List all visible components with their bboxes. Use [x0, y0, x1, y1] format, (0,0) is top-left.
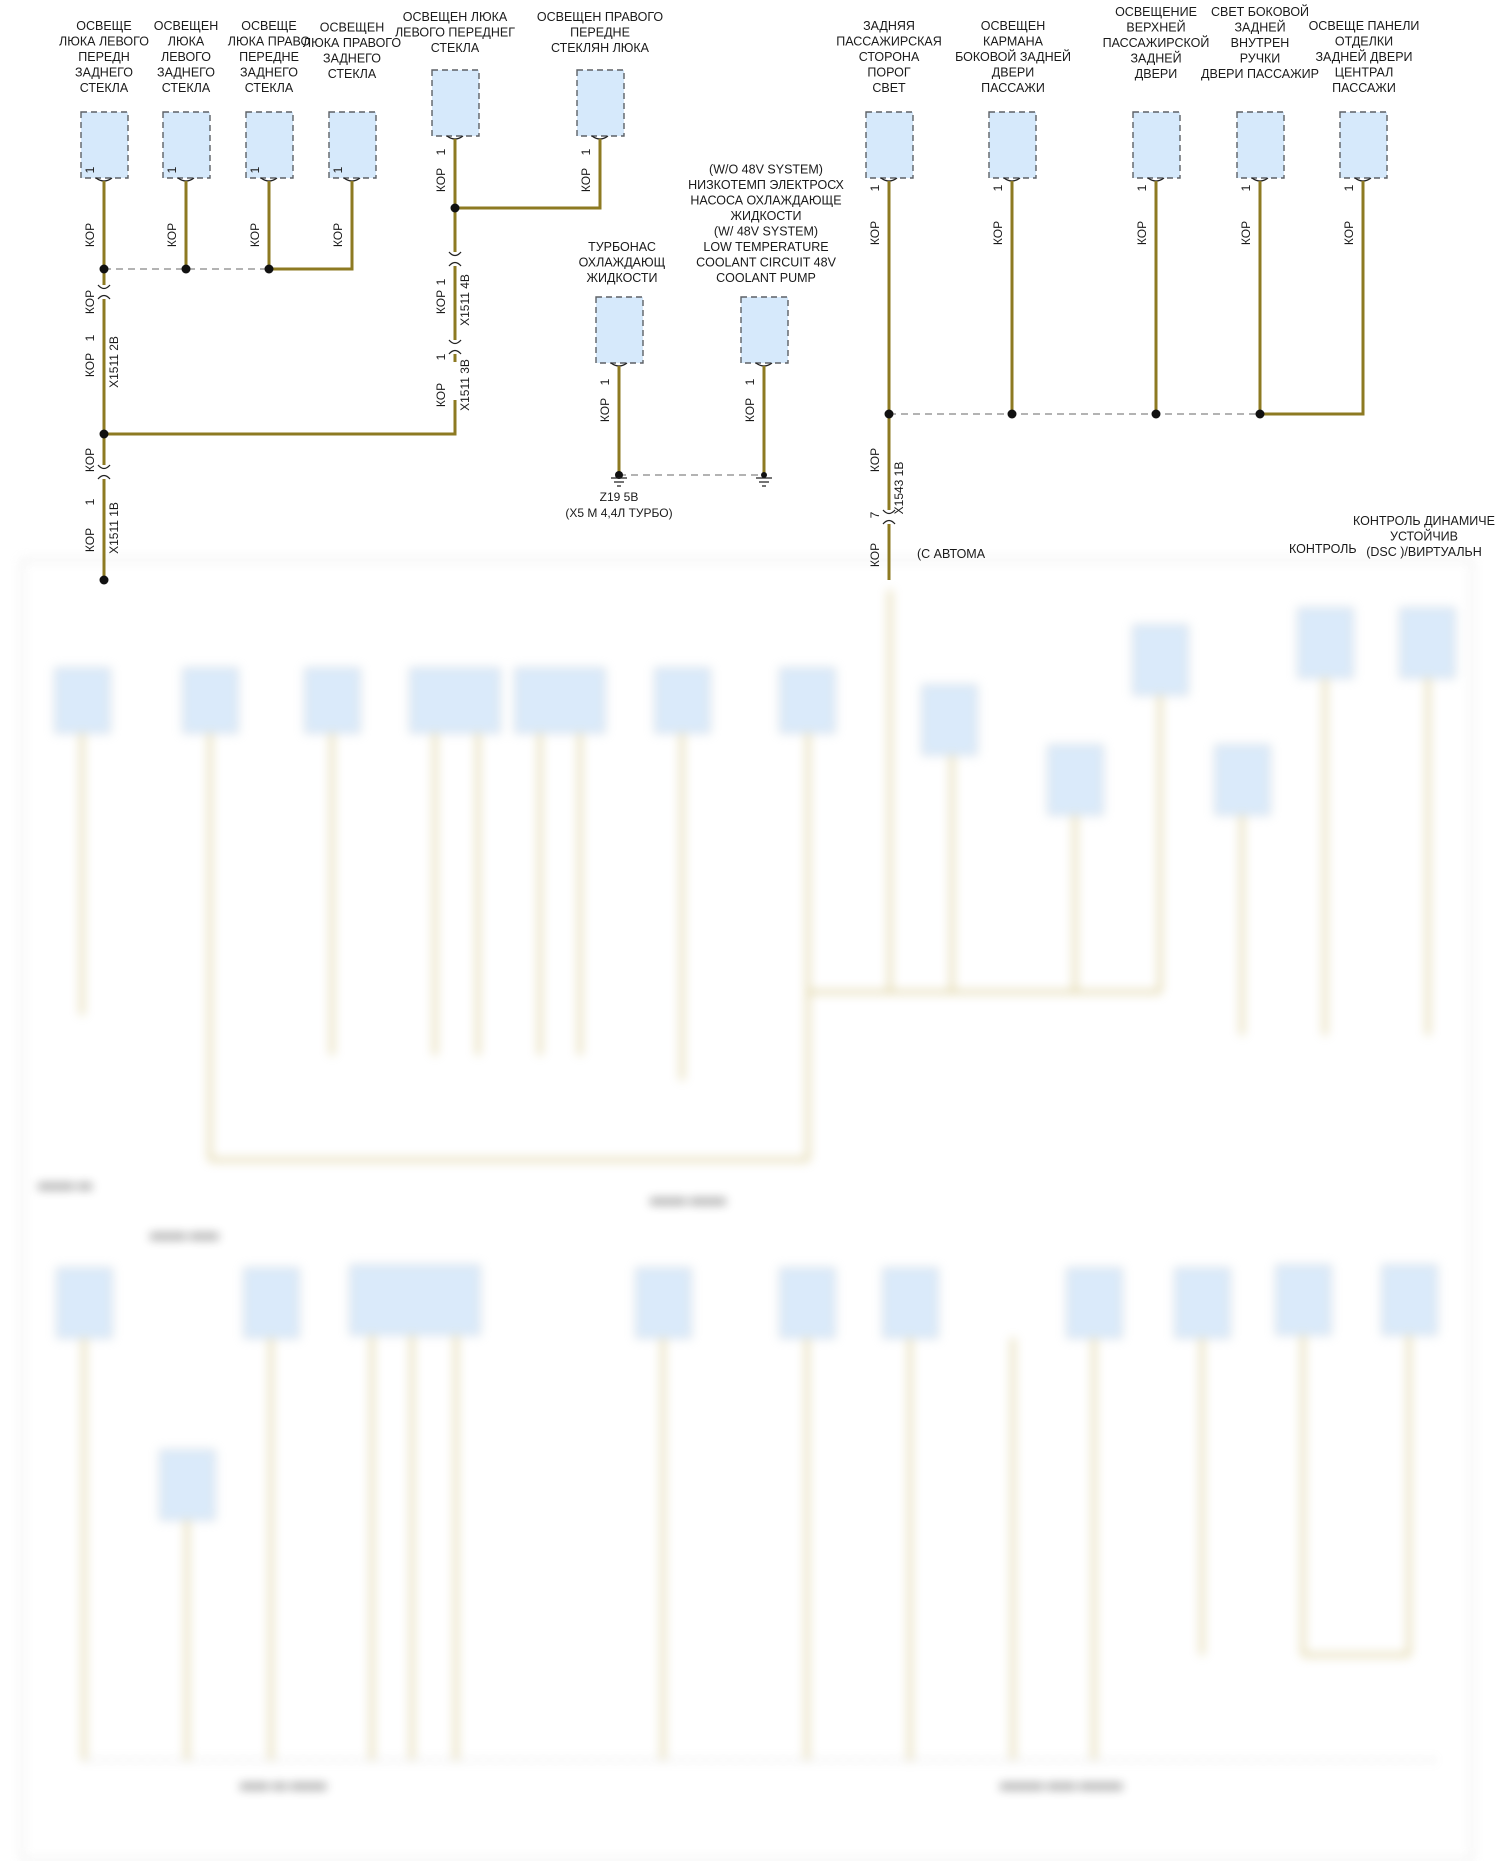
wire-color-c2: КОР — [165, 222, 179, 248]
label-line: СВЕТ БОКОВОЙ — [1210, 5, 1310, 19]
label-line: ПАССАЖИРСКОЙ — [1102, 36, 1210, 50]
component-c7 — [596, 297, 643, 363]
pin-number-c6: 1 — [579, 148, 593, 156]
label-line: ЗАДНЕГО — [75, 65, 133, 80]
label-line: ЗАДНЯЯ — [863, 19, 915, 33]
ground-symbols — [611, 471, 772, 486]
label-line: ОСВЕЩЕ — [76, 19, 132, 33]
inline-connectors — [98, 252, 895, 524]
component-label-c1 — [59, 19, 149, 95]
wire-color-c1: КОР — [83, 222, 97, 248]
pin-number-c2: 1 — [165, 166, 179, 174]
label-line: COOLANT CIRCUIT 48V — [696, 255, 836, 270]
label-line: (W/ 48V SYSTEM) — [713, 224, 819, 239]
component-label-c2 — [154, 19, 219, 95]
wire-color-c13: КОР — [1342, 220, 1356, 246]
connector-name-x4: X1511 1B — [107, 502, 121, 554]
wire-color-c3: КОР — [248, 222, 262, 248]
component-label-c7 — [579, 240, 666, 285]
component-label-c8 — [688, 163, 844, 286]
label-line: ЛЕВОГО ПЕРЕДНЕГ — [394, 25, 516, 40]
wire-color-c6: КОР — [579, 167, 593, 193]
component-label-c6 — [537, 10, 664, 55]
wire-color-c8: КОР — [743, 397, 757, 423]
wire-color-c10: КОР — [991, 220, 1005, 246]
wire-color-c12: КОР — [1239, 220, 1253, 246]
label-line: ЖИДКОСТИ — [586, 271, 658, 285]
blurred-lower-diagram — [22, 560, 1472, 1860]
label-line: НИЗКОТЕМП ЭЛЕКТРОСХ — [688, 178, 844, 192]
connector-pin-x1: 1 — [83, 334, 97, 342]
label-line: СТЕКЛА — [244, 81, 294, 95]
label-line: БОКОВОЙ ЗАДНЕЙ — [955, 50, 1071, 64]
wire-color-c4: КОР — [331, 222, 345, 248]
ground-name: Z19 5B — [599, 490, 639, 504]
label-line: ЛЕВОГО — [161, 50, 211, 64]
label-line: ВНУТРЕН — [1230, 36, 1290, 50]
label-line: ЛЮКА — [167, 34, 205, 49]
pin-number-c5: 1 — [434, 148, 448, 156]
label-line: (W/O 48V SYSTEM) — [709, 162, 823, 177]
connector-pin-x2: 1 — [434, 278, 448, 286]
segment-wire-color: КОР — [868, 447, 882, 473]
label-line: ОСВЕЩЕН — [153, 19, 219, 33]
truncated-label-auto: (С АВТОМА — [917, 547, 986, 561]
label-line: ПАССАЖИ — [1332, 81, 1396, 95]
component-label-c10 — [955, 19, 1071, 95]
segment-wire-color: КОР — [868, 542, 882, 568]
component-c12 — [1237, 112, 1284, 178]
component-c13 — [1340, 112, 1387, 178]
segment-wire-color: КОР — [83, 289, 97, 315]
label-line: УСТОЙЧИВ — [1390, 529, 1458, 544]
segment-wire-color: КОР — [83, 447, 97, 473]
component-c5 — [432, 70, 479, 136]
label-line: ТУРБОНАС — [588, 240, 656, 254]
label-line: ЗАДНЕЙ — [1234, 20, 1286, 35]
wire-color-c11: КОР — [1135, 220, 1149, 246]
label-line: РУЧКИ — [1239, 51, 1281, 66]
label-line: ЛЮКА ЛЕВОГО — [59, 34, 149, 49]
connector-name-x1: X1511 2B — [107, 336, 121, 388]
label-line: COOLANT PUMP — [716, 271, 816, 285]
svg-text:■■■■■■ ■■■■ ■■■■■■: ■■■■■■ ■■■■ ■■■■■■ — [1000, 1779, 1123, 1793]
svg-text:■■■■■ ■■: ■■■■■ ■■ — [38, 1179, 93, 1193]
upper-diagram — [59, 4, 1495, 585]
label-line: ОСВЕЩЕН ПРАВОГО — [536, 10, 664, 24]
segment-wire-color: КОР — [434, 289, 448, 315]
label-line: ЖИДКОСТИ — [730, 209, 802, 223]
connector-name-x3: X1511 3B — [458, 359, 472, 411]
label-line: ДВЕРИ — [991, 65, 1035, 80]
label-line: ОСВЕЩЕН — [319, 20, 385, 35]
wire-color-c9: КОР — [868, 220, 882, 246]
label-line: ПЕРЕДН — [78, 50, 130, 64]
component-label-c13 — [1309, 19, 1420, 95]
component-c6 — [577, 70, 624, 136]
component-label-c3 — [228, 19, 311, 95]
component-c10 — [989, 112, 1036, 178]
connector-pin-x4: 1 — [83, 498, 97, 506]
component-label-c11 — [1103, 5, 1210, 81]
segment-wire-color: КОР — [83, 352, 97, 378]
label-line: СВЕТ — [872, 81, 906, 95]
label-line: КОНТРОЛЬ ДИНАМИЧЕ — [1353, 514, 1495, 528]
pin-number-c3: 1 — [248, 166, 262, 174]
component-c9 — [866, 112, 913, 178]
component-label-c9 — [836, 19, 942, 95]
pin-number-c4: 1 — [331, 166, 345, 174]
label-line: ВЕРХНЕЙ — [1126, 20, 1186, 35]
svg-text:■■■■■ ■■■■: ■■■■■ ■■■■ — [150, 1229, 219, 1243]
wire-color-c5: КОР — [434, 167, 448, 193]
svg-text:■■■■ ■■ ■■■■■: ■■■■ ■■ ■■■■■ — [240, 1779, 327, 1793]
label-line: ЗАДНЕЙ — [1130, 51, 1182, 66]
connector-name-x2: X1511 4B — [458, 274, 472, 326]
label-line: ЛЮКА ПРАВО — [227, 34, 311, 49]
label-line: СТОРОНА — [858, 50, 920, 64]
dsc-control-label — [1353, 514, 1495, 559]
component-c8 — [741, 297, 788, 363]
connector-pin-x5: 7 — [868, 511, 882, 519]
label-line: ДВЕРИ ПАССАЖИР — [1201, 67, 1319, 81]
label-line: LOW TEMPERATURE — [703, 240, 829, 254]
splice-nodes — [100, 204, 1265, 585]
label-line: СТЕКЛА — [161, 81, 211, 95]
wire-color-c7: КОР — [598, 397, 612, 423]
label-line: ЗАДНЕГО — [323, 51, 381, 66]
label-line: ДВЕРИ — [1134, 67, 1178, 81]
component-label-c12 — [1201, 4, 1319, 81]
segment-wire-color: КОР — [83, 527, 97, 553]
label-line: СТЕКЛА — [430, 41, 480, 55]
label-line: ЦЕНТРАЛ — [1334, 65, 1394, 80]
label-line: ПОРОГ — [867, 65, 911, 80]
pin-number-c12: 1 — [1239, 184, 1253, 192]
label-line: ЗАДНЕГО — [157, 65, 215, 80]
segment-wire-color: КОР — [434, 382, 448, 408]
label-line: СТЕКЛА — [79, 81, 129, 95]
label-line: НАСОСА ОХЛАЖДАЮЩЕ — [690, 193, 842, 208]
component-label-c4 — [303, 21, 401, 82]
label-line: СТЕКЛЯН ЛЮКА — [550, 41, 650, 55]
label-line: ЛЮКА ПРАВОГО — [302, 36, 402, 50]
label-line: ОХЛАЖДАЮЩ — [578, 255, 666, 270]
label-line: ОСВЕЩЕНИЕ — [1115, 5, 1197, 19]
label-line: ОСВЕЩЕ ПАНЕЛИ — [1308, 19, 1420, 33]
label-line: ОСВЕЩЕН — [980, 19, 1046, 33]
component-label-c5 — [395, 10, 515, 55]
connector-pin-x3: 1 — [434, 353, 448, 361]
label-line: ПЕРЕДНЕ — [239, 50, 299, 64]
component-c11 — [1133, 112, 1180, 178]
dsc-label-text — [1353, 514, 1495, 559]
pin-number-c1: 1 — [83, 166, 97, 174]
pin-number-c7: 1 — [598, 378, 612, 386]
label-line: (DSC )/ВИРТУАЛЬН — [1366, 545, 1482, 559]
label-line: ОСВЕЩЕ — [241, 19, 297, 33]
label-line: ЗАДНЕГО — [240, 65, 298, 80]
svg-text:■■■■■ ■■■■■: ■■■■■ ■■■■■ — [650, 1194, 726, 1208]
label-line: ОСВЕЩЕН ЛЮКА — [402, 10, 508, 24]
label-line: ЗАДНЕЙ ДВЕРИ — [1315, 50, 1413, 64]
label-line: СТЕКЛА — [327, 67, 377, 81]
pin-number-c9: 1 — [868, 184, 882, 192]
pin-number-c10: 1 — [991, 184, 1005, 192]
truncated-label-control: КОНТРОЛЬ — [1289, 542, 1357, 556]
pin-number-c13: 1 — [1342, 184, 1356, 192]
label-line: ОТДЕЛКИ — [1334, 34, 1394, 49]
connector-name-x5: X1543 1B — [892, 461, 906, 515]
label-line: КАРМАНА — [983, 34, 1043, 49]
ground-note: (X5 M 4,4Л ТУРБО) — [565, 506, 673, 520]
pin-number-c8: 1 — [743, 378, 757, 386]
label-line: ПАССАЖИРСКАЯ — [836, 34, 942, 49]
label-line: ПАССАЖИ — [981, 81, 1045, 95]
label-line: ПЕРЕДНЕ — [570, 25, 630, 40]
pin-number-c11: 1 — [1135, 184, 1149, 192]
